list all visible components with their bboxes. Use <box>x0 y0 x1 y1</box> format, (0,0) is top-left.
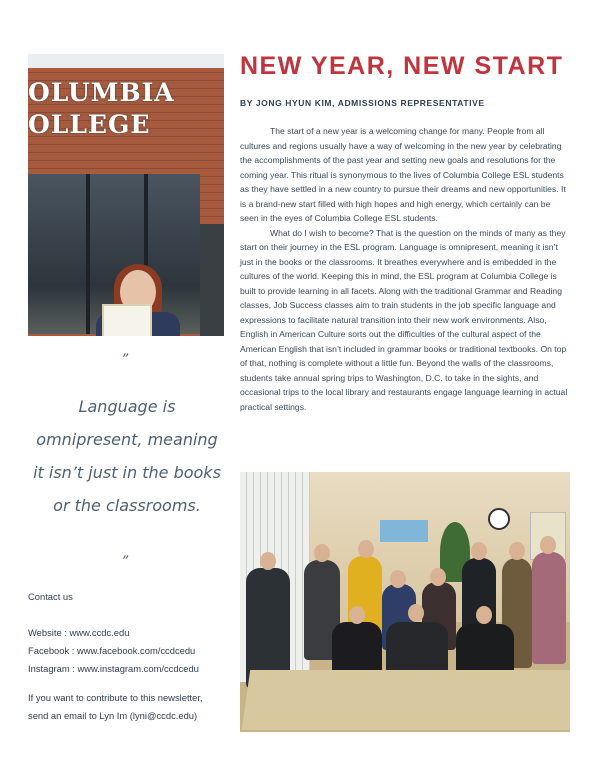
article-body <box>240 124 570 414</box>
student-figure <box>532 552 566 664</box>
window-frame <box>86 174 90 334</box>
facebook-link[interactable]: Facebook : www.facebook.com/ccdcedu <box>28 645 196 656</box>
article-byline: BY JONG HYUN KIM, ADMISSIONS REPRESENTATIVE <box>240 98 485 108</box>
student-head <box>390 570 406 588</box>
article-title: NEW YEAR, NEW START <box>240 52 564 80</box>
classroom-group-photo <box>240 472 570 732</box>
building-door <box>200 224 224 336</box>
student-head <box>471 542 487 560</box>
article-paragraph: The start of a new year is a welcoming change for many. People from all cultures and regions usually have a way of welcoming in the new year by celebrating the accomplishments of the past year and setting new goals and resolutions for the coming year. This ritual is synonymous to the lives of Columbia College ESL students as they have settled in a new country to pursue their dreams and new opportunities. It is a brand-new start filled with high hopes and high energy, which certainly can be seen in the eyes of Columbia College ESL students. <box>240 126 566 223</box>
student-head <box>314 544 330 562</box>
pull-quote: Language is omnipresent, meaning it isn’t just in the books or the classrooms. <box>33 397 221 515</box>
diploma <box>102 304 152 336</box>
contribute-text-line1: If you want to contribute to this newsletter, <box>28 692 203 703</box>
website-link[interactable]: Website : www.ccdc.edu <box>28 627 130 638</box>
building-sign-line2: OLLEGE <box>28 110 151 139</box>
instagram-link[interactable]: Instagram : www.instagram.com/ccdcedu <box>28 663 199 674</box>
student-head <box>408 604 424 622</box>
wall-clock <box>488 508 510 530</box>
student-head <box>540 536 556 554</box>
student-head <box>509 542 525 560</box>
student-head <box>358 540 374 558</box>
student-head <box>260 552 276 570</box>
contribute-text-line2[interactable]: send an email to Lyn Im (lyni@ccdc.edu) <box>28 710 198 721</box>
classroom-poster <box>380 520 428 542</box>
student-head <box>476 606 492 624</box>
quote-close-mark: ” <box>122 554 130 570</box>
student-head <box>430 568 446 586</box>
classroom-table <box>242 670 570 730</box>
contact-heading: Contact us <box>28 591 73 602</box>
student-diploma-photo <box>28 54 224 336</box>
article-paragraph: What do I wish to become? That is the question on the minds of many as they start on their journey in the ESL program. Language is omnipresent, meaning it isn’t just in the books or the classrooms. It breathes everywhere and is embedded in the cultures of the world. Keeping this in mind, the ESL program at Columbia College is built to provide learning in all facets. Along with the traditional Grammar and Reading classes, Job Success classes aim to train students in the job specific language and expressions to facilitate natural transition into their new work environments. Also, English in American Culture sorts out the difficulties of the cultural aspect of the American English that isn’t included in grammar books or traditional textbooks. On top of that, nothing is complete without a little fun. Beyond the walls of the classrooms, students take annual spring trips to Washington, D.C. to take in the sights, and occasional trips to the local library and restaurants engage language learning in actual practical settings. <box>240 227 568 412</box>
building-sign-line1: OLUMBIA <box>28 78 175 107</box>
quote-open-mark: ” <box>122 352 130 368</box>
student-head <box>349 606 365 624</box>
